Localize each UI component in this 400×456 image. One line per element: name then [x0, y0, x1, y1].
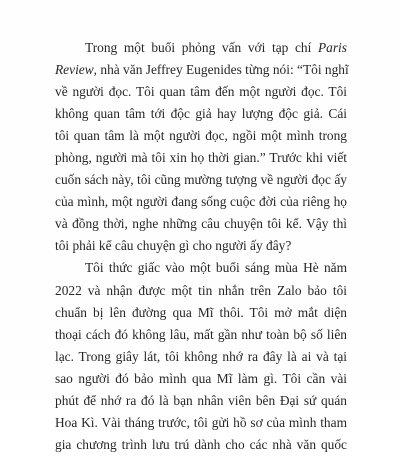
text-run: tôi quan tâm là một người đọc, ngồi một mình trong [55, 128, 347, 144]
text-run: phòng, người mà tôi xin họ thời gian.” Trước khi viết [55, 150, 347, 166]
body-text [55, 37, 347, 456]
text-run: 2022 và nhận được một tin nhắn trên Zalo bảo tôi [55, 282, 347, 298]
paragraph [55, 257, 347, 455]
text-line [55, 235, 347, 257]
text-line [55, 346, 347, 368]
text-run: gia chương trình lưu trú dành cho các nhà văn quốc [55, 436, 347, 452]
text-line [55, 147, 347, 169]
text-line [55, 37, 347, 59]
text-line [55, 191, 347, 213]
text-line [55, 169, 347, 191]
italic-title: Paris [317, 40, 347, 55]
italic-title: Review [55, 62, 94, 78]
text-line [55, 324, 347, 346]
text-line [55, 81, 347, 103]
text-run: phút để nhớ ra đó là bạn nhân viên bên Đại sứ quán [55, 392, 347, 408]
text-run: của mình, một người đang sống cuộc đời của riêng họ [55, 194, 347, 210]
text-run: Tôi thức giấc vào một buổi sáng mùa Hè năm [85, 260, 347, 276]
text-line [55, 412, 347, 434]
text-run: không quan tâm tới độc giả hay lượng độc giả. Cái [55, 106, 347, 122]
text-line [55, 280, 347, 302]
text-line [55, 434, 347, 456]
text-line [55, 390, 347, 412]
text-run: Trong một buổi phỏng vấn với tạp chí [85, 40, 318, 55]
text-line [55, 302, 347, 324]
text-run: về người đọc. Tôi quan tâm đến một người đọc. Tôi [55, 84, 347, 100]
paragraph [55, 37, 347, 257]
text-run: , nhà văn Jeffrey Eugenides từng nói: “Tôi nghĩ [93, 62, 349, 78]
text-line [55, 59, 347, 81]
text-run: Hoa Kì. Vài tháng trước, tôi gửi hồ sơ của mình tham [55, 414, 347, 430]
text-line [55, 368, 347, 390]
text-line [55, 103, 347, 125]
text-run: chuẩn bị lên đường qua Mĩ thôi. Tôi mở mắt diện [55, 304, 347, 320]
text-run: tôi phải kể câu chuyện gì cho người ấy đây? [55, 238, 292, 254]
text-run: lạc. Trong giây lát, tôi không nhớ ra đây là ai và tại [55, 348, 347, 364]
text-line [55, 257, 347, 279]
text-run: cuốn sách này, tôi cũng mường tượng về người đọc ấy [55, 172, 347, 188]
text-line [55, 213, 347, 235]
text-run: sao người đó bảo mình qua Mĩ làm gì. Tôi cần vài [55, 370, 347, 386]
text-run: và đồng thời, nghe những câu chuyện tôi kể. Vậy thì [55, 216, 347, 232]
text-run: thoại cách đó không lâu, mất gần như toàn bộ số liên [55, 326, 347, 342]
text-line [55, 125, 347, 147]
